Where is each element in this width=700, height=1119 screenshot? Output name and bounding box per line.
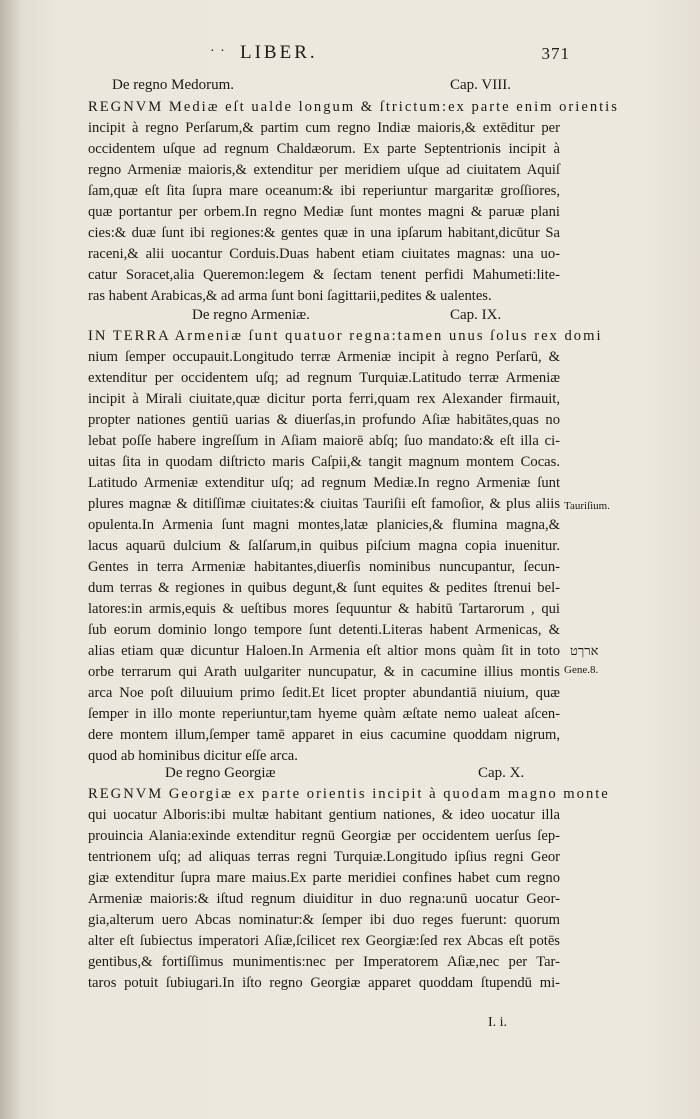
margin-note-hebrew: ארךט <box>570 643 599 658</box>
margin-note: Tauriſium. <box>564 500 610 512</box>
text-line <box>88 994 560 1015</box>
text-line: arca Noe poſt diluuium primo ſedit.Et licet propter abundantiā niuium, quæ <box>88 685 560 701</box>
text-line: occidentem uſque ad regnum Chaldæorum. Ex parte Septentrionis incipit à <box>88 141 560 157</box>
text-line: extenditur per occidentem uſq; ad regnum Turquiæ.Latitudo terræ Armeniæ <box>88 370 560 386</box>
text-line: Gentes in terra Armeniæ habitantes,diuerſis nominibus nuncupantur, ſecun- <box>88 559 560 575</box>
text-line: propter nationes gentiū uarias & diuerſas,in profundo Aſiæ habitātes,quas no <box>88 412 560 428</box>
text-line: orbe terrarum qui Arath uulgariter nuncupatur, & in cacumine illius montis <box>88 664 560 680</box>
text-line: latores:in armis,equis & ueſtibus mores ſequuntur & habitū Tartarorum , qui <box>88 601 560 617</box>
text-line: Armeniæ maioris:& iſtud regnum diuiditur in duo regna:unū uocatur Geor- <box>88 891 560 907</box>
chapter-title: De regno Medorum. <box>112 77 235 93</box>
running-head-title: LIBER. <box>240 42 318 63</box>
chapter-title: De regno Armeniæ. <box>192 307 310 323</box>
text-line: catur Soracet,alia Queremon:legem & ſectam tenent perfidi Mahumeti:lite- <box>88 267 560 283</box>
running-head <box>210 42 570 66</box>
text-line: alias etiam quæ dicuntur Haloen.In Armenia eſt altior mons quàm ſit in toto <box>88 643 560 659</box>
text-line: dere montem illum,ſemper tamē apparet in eius cacumine quoddam nigrum, <box>88 727 560 743</box>
text-line: Latitudo Armeniæ extenditur uſq; ad regnum Mediæ.In regno Armeniæ ſunt <box>88 475 560 491</box>
margin-note: Gene.8. <box>564 664 599 676</box>
text-line: lebat poſſe habere ingreſſum in Aſiam maiorē abſq; ſuo mandato:& eſt illa ci- <box>88 433 560 449</box>
text-line: giæ extenditur ſupra mare maius.Ex parte meridiei confines habet cum regno <box>88 870 560 886</box>
chapter-number: Cap. X. <box>478 765 525 781</box>
text-line: uitas ſita in quodam diſtricto maris Caſpii,& tangit magnum montem Cocas. <box>88 454 560 470</box>
text-line: alter eſt ſubiectus imperatori Aſiæ,ſcilicet rex Georgiæ:ſed rex Abcas eſt potēs <box>88 933 560 949</box>
text-line: ſub eorum dominio longo tempore ſunt detenti.Literas habent Armenicas, & <box>88 622 560 638</box>
text-line: tentrionem uſq; ad aliquas terras regni Turquiæ.Longitudo ipſius regni Geor <box>88 849 560 865</box>
text-line: IN TERRA Armeniæ ſunt quatuor regna:tamen unus ſolus rex domi <box>88 328 603 344</box>
text-line: ſemper in illo monte reperiuntur,tam hyeme quàm æſtate nemo ualeat aſcen- <box>88 706 560 722</box>
signature-mark: I. i. <box>488 1015 508 1030</box>
text-line: cies:& duæ ſunt ibi regiones:& gentes quæ in una ipſarum habitant,dicūtur Sa <box>88 225 560 241</box>
text-line: nium ſemper occupauit.Longitudo terræ Armeniæ incipit à regno Perſarū, & <box>88 349 560 365</box>
text-line: taros potuit ſubiugari.In iſto regno Georgiæ apparet quoddam ſtupendū mi- <box>88 975 560 991</box>
text-line: opulenta.In Armenia ſunt magni montes,latæ planicies,& flumina magna,& <box>88 517 560 533</box>
chapter-number: Cap. IX. <box>450 307 502 323</box>
text-line: gentibus,& fortiſſimus munimentis:nec per Imperatorem Aſiæ,nec per Tar- <box>88 954 560 970</box>
running-head-dots: · · <box>210 44 226 59</box>
text-line: quæ portantur per orbem.In regno Mediæ ſunt montes magni & paruæ plani <box>88 204 560 220</box>
chapter-number: Cap. VIII. <box>450 77 511 93</box>
text-line: quod ab hominibus dicitur eſſe arca. <box>88 748 298 764</box>
text-line: lacus aquarū dulcium & ſalſarum,in quibus piſcium magna copia inuenitur. <box>88 538 560 554</box>
text-line: regno Armeniæ maioris,& extenditur per meridiem uſque ad ciuitatem Aquiſ <box>88 162 560 178</box>
text-line: incipit à Mirali ciuitate,quæ dicitur porta ferri,quam rex Alexander firmauit, <box>88 391 560 407</box>
page-number: 371 <box>541 44 570 63</box>
text-line: REGNVM Mediæ eſt ualde longum & ſtrictum:ex parte enim orientis <box>88 99 619 115</box>
text-line: raceni,& alii uocantur Corduis.Duas habent etiam ciuitates magnas: una uo- <box>88 246 560 262</box>
chapter-title: De regno Georgiæ <box>165 765 276 781</box>
text-line: gia,alterum uero Abcas nominatur:& ſemper ibi duo reges fuerunt: quorum <box>88 912 560 928</box>
text-line: ſam,quæ eſt ſita ſupra mare oceanum:& ibi reperiuntur margaritæ groſſiores, <box>88 183 560 199</box>
text-line: prouincia Alania:exinde extenditur regnū Georgiæ per occidentem uerſus ſep- <box>88 828 560 844</box>
text-line: REGNVM Georgiæ ex parte orientis incipit à quodam magno monte <box>88 786 610 802</box>
text-line: ras habent Arabicas,& ad arma ſunt boni ſagittarii,pedites & ualentes. <box>88 288 492 304</box>
text-line: dum terras & regiones in quibus degunt,& ſunt equites & pedites ſtrenui bel- <box>88 580 560 596</box>
text-line: plures magnæ & ditiſſimæ ciuitates:& ciuitas Tauriſii eſt famoſior, & plus aliis <box>88 496 560 512</box>
text-line: qui uocatur Alboris:ibi multæ habitant gentium nationes, & ideo uocatur illa <box>88 807 560 823</box>
text-line: incipit à regno Perſarum,& partim cum regno Indiæ maioris,& extēditur per <box>88 120 560 136</box>
